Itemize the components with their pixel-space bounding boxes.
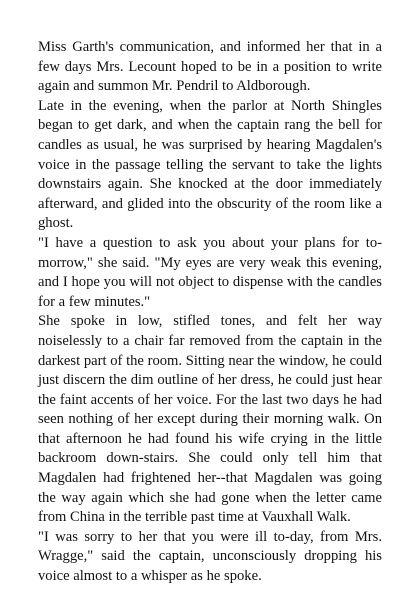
document-page (38, 38, 382, 587)
paragraph: "I was sorry to her that you were ill to-day, from Mrs. Wragge," said the captain, unconsciously dropping his voice almost to a whisper as he spoke. (38, 528, 382, 585)
paragraph: "I have a question to ask you about your plans for to-morrow," she said. "My eyes are very weak this evening, and I hope you will not object to dispense with the candles for a few minutes." (38, 234, 382, 310)
paragraph: Late in the evening, when the parlor at North Shingles began to get dark, and when the captain rang the bell for candles as usual, he was surprised by hearing Magdalen's voice in the passage telling the servant to take the lights downstairs again. She knocked at the door immediately afterward, and glided into the obscurity of the room like a ghost. (38, 97, 382, 232)
paragraph: Miss Garth's communication, and informed her that in a few days Mrs. Lecount hoped to be in a position to write again and summon Mr. Pendril to Aldborough. (38, 39, 382, 95)
paragraph: She spoke in low, stifled tones, and felt her way noiselessly to a chair far removed from the captain in the darkest part of the room. Sitting near the window, he could just discern the dim outline of her dress, he could just hear the faint accents of her voice. For the last two days he had seen nothing of her except during their morning walk. On that afternoon he had found his wife crying in the little backroom down-stairs. She could only tell him that Magdalen had frightened her--that Magdalen was going the way again which she had gone when the letter came from China in the terrible past time at Vauxhall Walk. (38, 313, 382, 526)
